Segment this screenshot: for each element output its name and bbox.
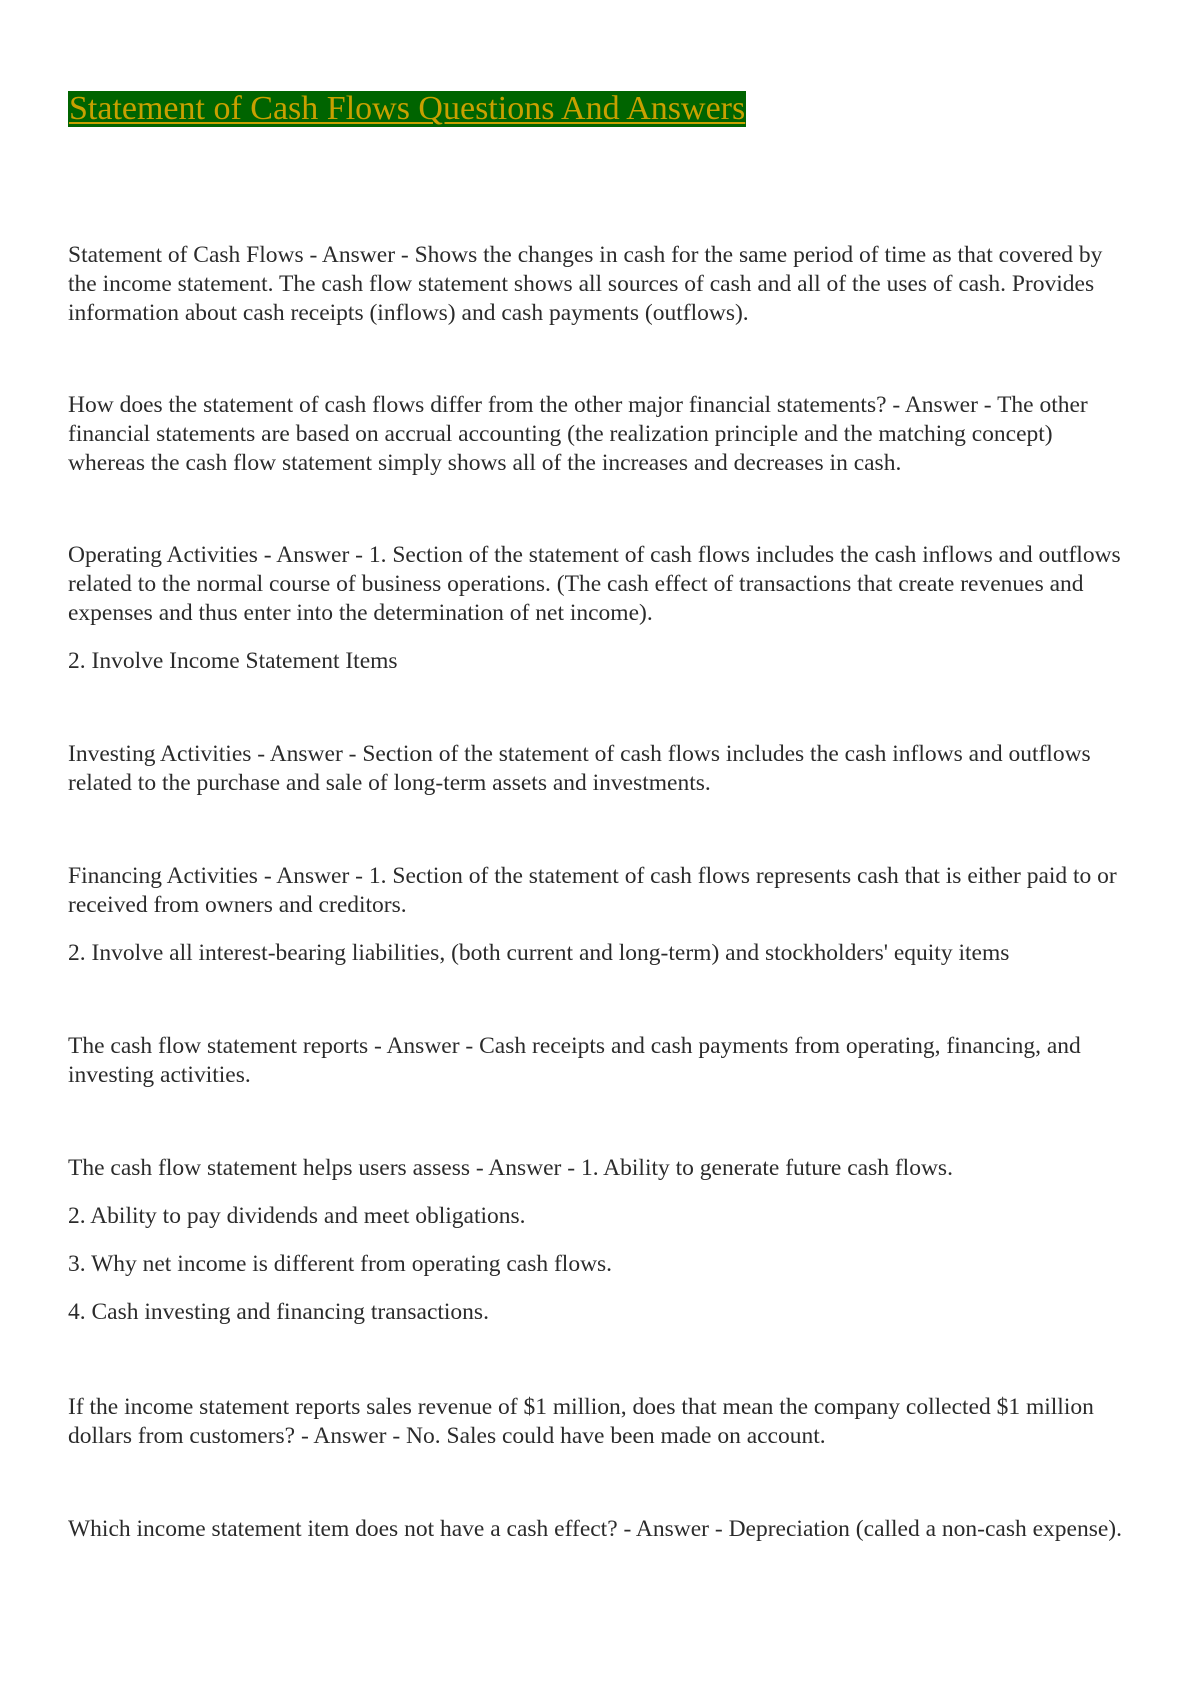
qa-text: Operating Activities - Answer - 1. Section of the statement of cash flows includes the cash inflows and outflows related to the normal course of business operations. (The cash effect of transactions that create revenues and expenses and thus enter into the determination of net income). (68, 542, 1121, 626)
qa-item-sales-revenue-collected (68, 1393, 1128, 1451)
qa-text: How does the statement of cash flows differ from the other major financial statements? - Answer - The other financial statements are based on accrual accounting (the realization principle and the matching concept) whereas the cash flow statement simply shows all of the increases and decreases in cash. (68, 392, 1088, 476)
qa-text: If the income statement reports sales revenue of $1 million, does that mean the company collected $1 million dollars from customers? - Answer - No. Sales could have been made on account. (68, 1394, 1094, 1449)
qa-sub-point: 2. Involve all interest-bearing liabilities, (both current and long-term) and stockholders' equity items (68, 940, 1010, 966)
qa-item-helps-users-assess (68, 1154, 1128, 1327)
qa-item-operating-activities (68, 541, 1128, 676)
qa-item-cash-flow-statement-reports (68, 1032, 1128, 1090)
qa-item-investing-activities (68, 740, 1128, 798)
qa-sub-point: 2. Involve Income Statement Items (68, 648, 398, 674)
qa-text: Financing Activities - Answer - 1. Section of the statement of cash flows represents cash that is either paid to or received from owners and creditors. (68, 863, 1117, 918)
qa-text: The cash flow statement reports - Answer - Cash receipts and cash payments from operating, financing, and investing activities. (68, 1033, 1081, 1088)
qa-sub-point: 4. Cash investing and financing transactions. (68, 1299, 489, 1325)
qa-item-differ-from-other-statements (68, 391, 1128, 478)
qa-item-financing-activities (68, 862, 1128, 968)
document-title: Statement of Cash Flows Questions And Answers (69, 90, 746, 127)
qa-text: The cash flow statement helps users assess - Answer - 1. Ability to generate future cash flows. (68, 1155, 953, 1181)
qa-item-statement-of-cash-flows (68, 241, 1128, 328)
qa-sub-point: 2. Ability to pay dividends and meet obligations. (68, 1203, 526, 1229)
qa-item-no-cash-effect (68, 1515, 1128, 1544)
qa-text: Which income statement item does not have a cash effect? - Answer - Depreciation (called a non-cash expense). (68, 1516, 1123, 1542)
qa-sub-point: 3. Why net income is different from operating cash flows. (68, 1251, 613, 1277)
qa-text: Investing Activities - Answer - Section of the statement of cash flows includes the cash inflows and outflows related to the purchase and sale of long-term assets and investments. (68, 741, 1091, 796)
qa-text: Statement of Cash Flows - Answer - Shows the changes in cash for the same period of time as that covered by the income statement. The cash flow statement shows all sources of cash and all of the uses of cash. Provides information about cash receipts (inflows) and cash payments (outflows). (68, 242, 1103, 326)
